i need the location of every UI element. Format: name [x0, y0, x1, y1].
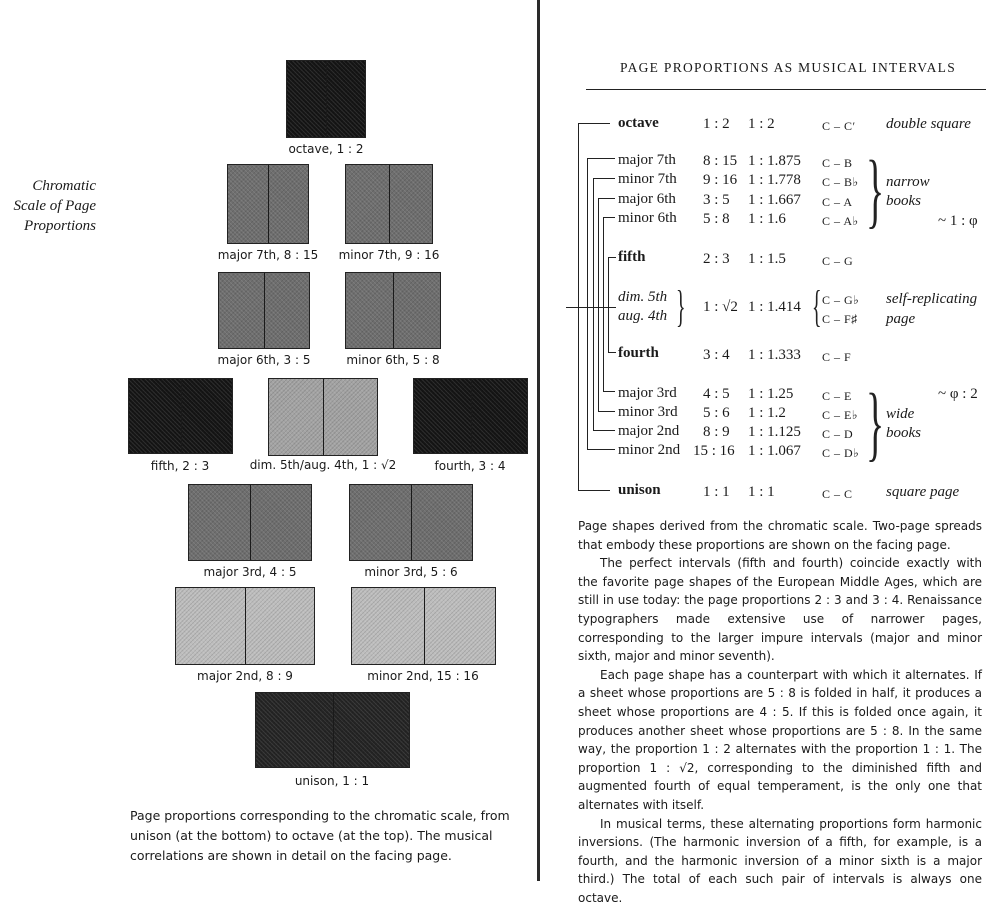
label-minor-2nd: minor 2nd, 15 : 16	[353, 669, 493, 683]
fold-line	[264, 273, 265, 348]
spread-major-2nd	[175, 587, 315, 665]
desc-phi-narrow: ~ 1 : φ	[938, 212, 978, 230]
interval-name: fourth	[618, 344, 659, 362]
fold-line	[411, 485, 412, 560]
spread-tritone	[268, 378, 378, 456]
interval-name: minor 2nd	[618, 441, 680, 459]
connector-line	[578, 490, 610, 491]
interval-decimal: 1 : 1	[748, 483, 775, 501]
interval-ratio: 2 : 3	[703, 250, 730, 268]
interval-ratio: 3 : 4	[703, 346, 730, 364]
interval-name: major 7th	[618, 151, 676, 169]
desc-square-page: square page	[886, 483, 959, 501]
spread-major-7th	[227, 164, 309, 244]
connector-line	[603, 217, 604, 392]
interval-notes: C – A	[822, 193, 853, 211]
tritone-decimal: 1 : 1.414	[748, 298, 801, 316]
interval-name: major 6th	[618, 190, 676, 208]
interval-ratio: 5 : 8	[703, 210, 730, 228]
interval-notes: C – E♭	[822, 406, 858, 424]
paragraph: Each page shape has a counterpart with which it alternates. If a sheet whose proportions are 5 : 8 is folded in half, it produces a sheet whose proportions are 4 : 5. If this is folded once again, it produces another sheet whose proportions are 5 : 8. In the same way, the proportion 1 : 2 alternates with the proportion 1 : 1. The proportion 1 : √2, corresponding to the diminished fifth and augmented fourth of equal temperament, is the only one that alternates with itself.	[578, 666, 982, 815]
interval-decimal: 1 : 1.875	[748, 152, 801, 170]
connector-line	[593, 178, 594, 430]
spread-major-6th	[218, 272, 310, 349]
interval-decimal: 1 : 1.25	[748, 385, 793, 403]
body-text	[578, 517, 982, 907]
fold-line	[424, 588, 425, 664]
fold-line	[181, 379, 182, 453]
paragraph: The perfect intervals (fifth and fourth) coincide exactly with the favorite page shapes of the European Middle Ages, which are still in use today: the page proportions 2 : 3 and 3 : 4. Renaissance typographers made extensive use of narrower pages, corresponding to the larger impure intervals (major and minor sixth, major and minor seventh).	[578, 554, 982, 666]
interval-name: octave	[618, 114, 659, 132]
page-gutter	[537, 0, 540, 881]
interval-ratio: 1 : 1	[703, 483, 730, 501]
interval-ratio: 8 : 15	[703, 152, 737, 170]
interval-notes: C – C	[822, 485, 853, 503]
brace-narrow: }	[866, 149, 884, 233]
paragraph: In musical terms, these alternating proportions form harmonic inversions. (The harmonic inversion of a fifth, for example, is a fourth, and the harmonic inversion of a minor sixth is a major third.) The total of each such pair of intervals is always one octave.	[578, 815, 982, 907]
spread-fourth	[413, 378, 528, 454]
connector-line	[587, 158, 588, 449]
interval-decimal: 1 : 1.5	[748, 250, 786, 268]
label-octave: octave, 1 : 2	[256, 142, 396, 156]
connector-line	[578, 123, 610, 124]
spread-minor-7th	[345, 164, 433, 244]
spread-minor-3rd	[349, 484, 473, 561]
connector-line	[593, 430, 615, 431]
connector-line	[593, 178, 615, 179]
fold-line	[393, 273, 394, 348]
interval-name: minor 7th	[618, 170, 677, 188]
desc-phi-wide: ~ φ : 2	[938, 385, 978, 403]
fold-line	[250, 485, 251, 560]
interval-name: fifth	[618, 248, 646, 266]
tritone-ratio: 1 : √2	[703, 298, 738, 316]
fold-line	[245, 588, 246, 664]
desc-page: page	[886, 310, 915, 328]
label-minor-7th: minor 7th, 9 : 16	[329, 248, 449, 262]
interval-ratio: 4 : 5	[703, 385, 730, 403]
interval-name: minor 3rd	[618, 403, 678, 421]
interval-name: major 3rd	[618, 384, 677, 402]
interval-notes: C – C′	[822, 117, 856, 135]
interval-notes: C – B♭	[822, 173, 859, 191]
label-minor-6th: minor 6th, 5 : 8	[333, 353, 453, 367]
label-major-6th: major 6th, 3 : 5	[204, 353, 324, 367]
interval-ratio: 15 : 16	[693, 442, 735, 460]
fold-line	[471, 379, 472, 453]
spread-major-3rd	[188, 484, 312, 561]
label-major-2nd: major 2nd, 8 : 9	[185, 669, 305, 683]
connector-line	[587, 158, 615, 159]
spread-minor-6th	[345, 272, 441, 349]
sidenote: Chromatic Scale of Page Proportions	[10, 176, 96, 236]
interval-decimal: 1 : 1.125	[748, 423, 801, 441]
desc-narrow: narrow	[886, 173, 930, 191]
connector-line	[598, 198, 615, 199]
interval-ratio: 1 : 2	[703, 115, 730, 133]
connector-line	[608, 257, 609, 353]
interval-notes: C – G♭	[822, 291, 859, 309]
fold-line	[268, 165, 269, 243]
fold-line	[326, 61, 327, 137]
interval-decimal: 1 : 1.333	[748, 346, 801, 364]
interval-decimal: 1 : 1.067	[748, 442, 801, 460]
connector-line	[603, 217, 615, 218]
interval-decimal: 1 : 1.6	[748, 210, 786, 228]
interval-notes: C – D	[822, 425, 853, 443]
interval-decimal: 1 : 1.2	[748, 404, 786, 422]
connector-line	[603, 391, 615, 392]
interval-decimal: 1 : 1.778	[748, 171, 801, 189]
label-fifth: fifth, 2 : 3	[120, 459, 240, 473]
interval-decimal: 1 : 1.667	[748, 191, 801, 209]
label-tritone: dim. 5th/aug. 4th, 1 : √2	[243, 458, 403, 472]
interval-name: major 2nd	[618, 422, 679, 440]
brace-wide: }	[866, 382, 884, 466]
connector-line	[608, 257, 616, 258]
desc-books: books	[886, 424, 921, 442]
interval-ratio: 5 : 6	[703, 404, 730, 422]
interval-ratio: 8 : 9	[703, 423, 730, 441]
interval-notes: C – B	[822, 154, 853, 172]
interval-name: unison	[618, 481, 661, 499]
spread-minor-2nd	[351, 587, 496, 665]
label-fourth: fourth, 3 : 4	[410, 459, 530, 473]
brace-tritone: }	[676, 285, 686, 329]
interval-ratio: 9 : 16	[703, 171, 737, 189]
label-unison: unison, 1 : 1	[272, 774, 392, 788]
spread-unison	[255, 692, 410, 768]
desc-books: books	[886, 192, 921, 210]
desc-double-square: double square	[886, 115, 971, 133]
interval-notes: C – G	[822, 252, 853, 270]
interval-notes: C – F♯	[822, 310, 858, 328]
desc-self-replicating: self-replicating	[886, 290, 977, 308]
connector-line	[587, 449, 615, 450]
interval-name: aug. 4th	[618, 307, 667, 325]
left-caption: Page proportions corresponding to the chromatic scale, from unison (at the bottom) to octave (at the top). The musical correlations are shown in detail on the facing page.	[130, 806, 530, 866]
running-header: PAGE PROPORTIONS AS MUSICAL INTERVALS	[620, 60, 956, 76]
interval-name: minor 6th	[618, 209, 677, 227]
paragraph: Page shapes derived from the chromatic scale. Two-page spreads that embody these proportions are shown on the facing page.	[578, 517, 982, 554]
fold-line	[333, 693, 334, 767]
interval-decimal: 1 : 2	[748, 115, 775, 133]
connector-line	[566, 307, 616, 308]
spread-fifth	[128, 378, 233, 454]
desc-wide: wide	[886, 405, 914, 423]
fold-line	[389, 165, 390, 243]
header-rule	[586, 89, 986, 90]
label-major-3rd: major 3rd, 4 : 5	[190, 565, 310, 579]
spread-octave	[286, 60, 366, 138]
connector-line	[598, 411, 615, 412]
interval-notes: C – A♭	[822, 212, 859, 230]
interval-ratio: 3 : 5	[703, 191, 730, 209]
interval-notes: C – F	[822, 348, 851, 366]
interval-name: dim. 5th	[618, 288, 667, 306]
interval-notes: C – D♭	[822, 444, 859, 462]
fold-line	[323, 379, 324, 455]
label-minor-3rd: minor 3rd, 5 : 6	[351, 565, 471, 579]
label-major-7th: major 7th, 8 : 15	[208, 248, 328, 262]
connector-line	[598, 198, 599, 411]
brace-tritone-notes: {	[812, 285, 822, 329]
interval-notes: C – E	[822, 387, 852, 405]
connector-line	[608, 352, 616, 353]
